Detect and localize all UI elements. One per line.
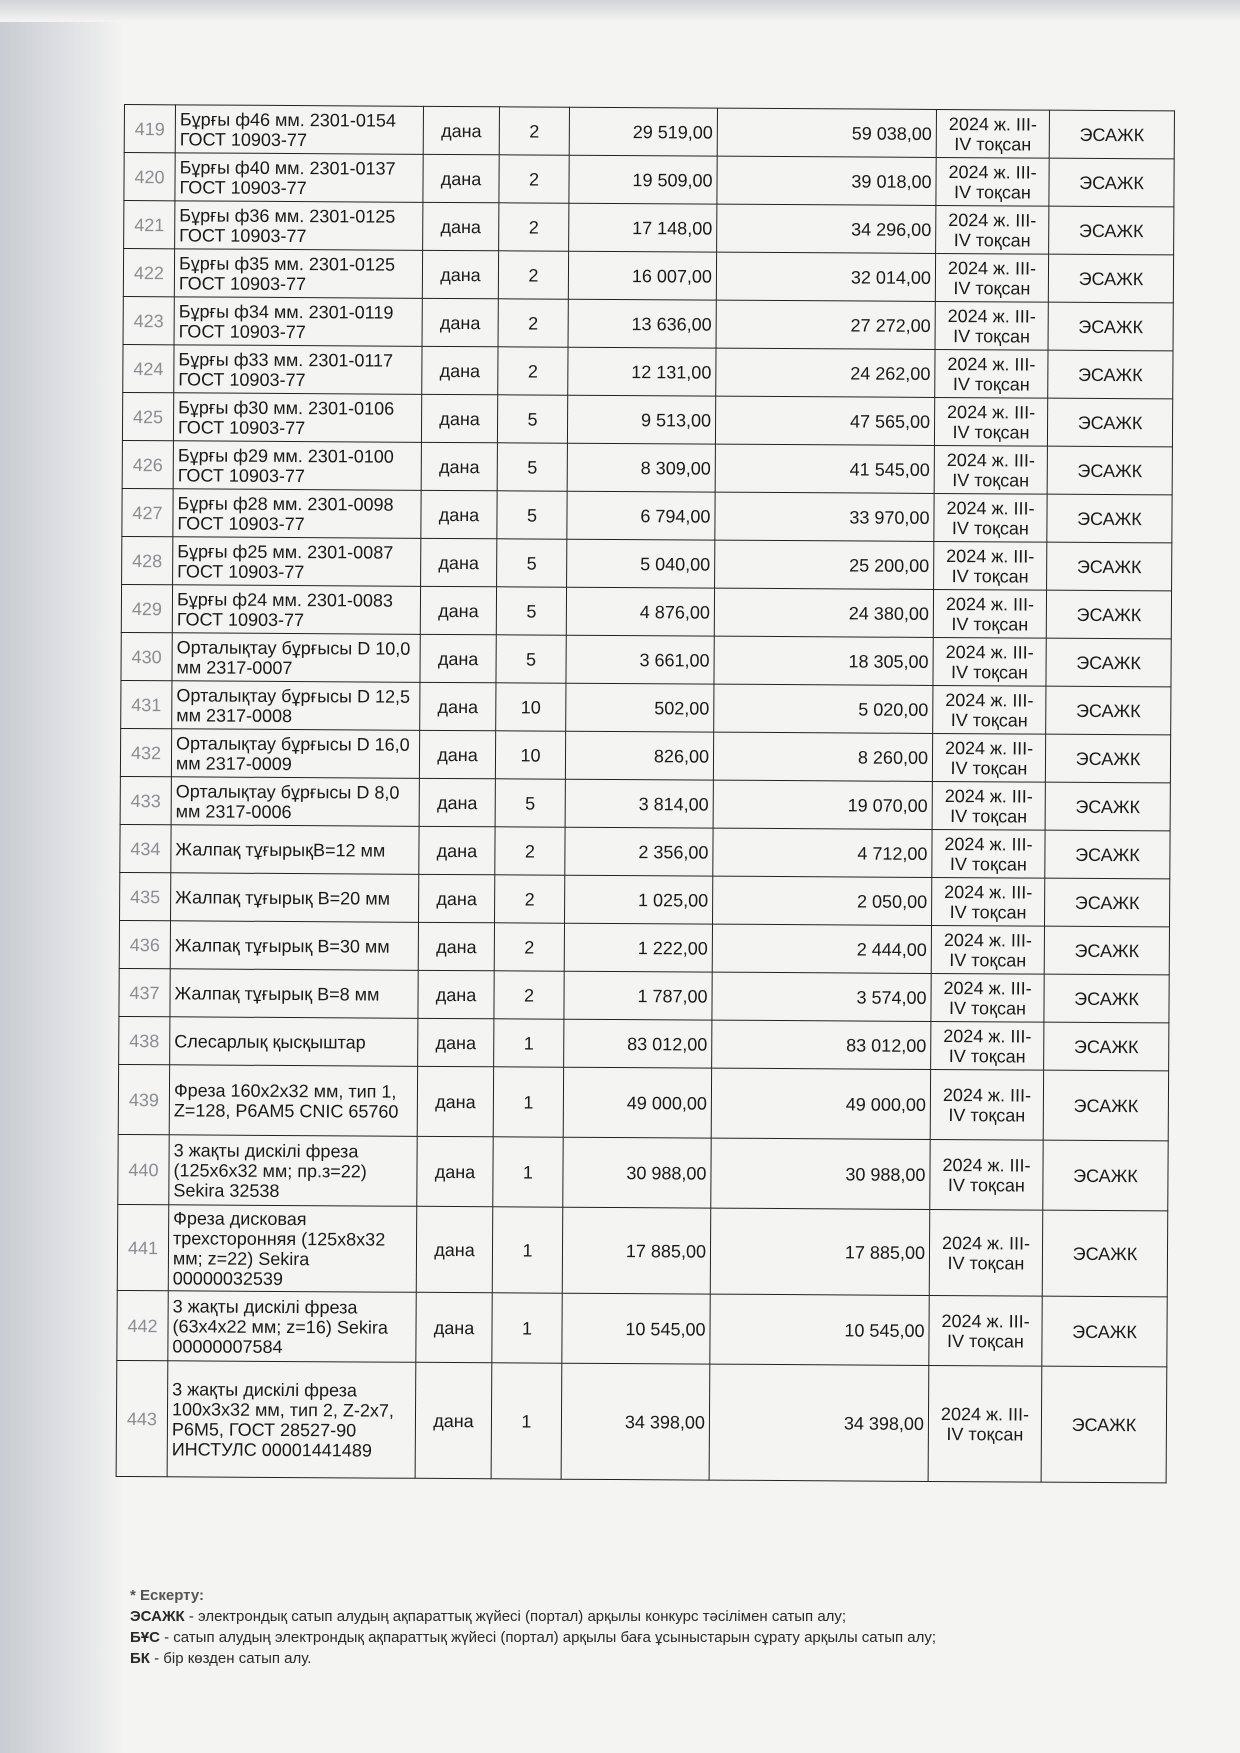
- table-row: [119, 920, 1169, 974]
- unit-cell: дана: [415, 1362, 492, 1478]
- unit-price-cell: 10 545,00: [562, 1293, 710, 1364]
- item-name-cell: Бұрғы ф25 мм. 2301-0087 ГОСТ 10903-77: [173, 537, 421, 587]
- table-row: [120, 776, 1170, 830]
- quantity-cell: 1: [491, 1363, 562, 1479]
- unit-cell: дана: [417, 1136, 493, 1206]
- quantity-cell: 2: [498, 251, 568, 299]
- quantity-cell: 5: [495, 779, 565, 827]
- table-row: [123, 344, 1173, 398]
- total-sum-cell: 17 885,00: [710, 1208, 930, 1295]
- quantity-cell: 2: [499, 155, 569, 203]
- period-cell: 2024 ж. III-IV тоқсан: [928, 1365, 1042, 1482]
- row-number-cell: 419: [124, 105, 175, 153]
- procurement-method-cell: ЭСАЖК: [1045, 782, 1170, 831]
- unit-cell: дана: [419, 778, 495, 826]
- period-cell: 2024 ж. III-IV тоқсан: [930, 1139, 1043, 1210]
- total-sum-cell: 32 014,00: [716, 252, 935, 301]
- quantity-cell: 1: [494, 1019, 564, 1067]
- period-cell: 2024 ж. III-IV тоқсан: [931, 973, 1044, 1022]
- period-cell: 2024 ж. III-IV тоқсан: [933, 589, 1046, 638]
- item-name-cell: Бұрғы ф35 мм. 2301-0125 ГОСТ 10903-77: [174, 249, 422, 299]
- procurement-method-cell: ЭСАЖК: [1045, 734, 1170, 783]
- unit-price-cell: 17 148,00: [569, 203, 717, 252]
- period-cell: 2024 ж. III-IV тоқсан: [933, 637, 1046, 686]
- procurement-method-cell: ЭСАЖК: [1044, 878, 1169, 927]
- unit-cell: дана: [420, 682, 496, 730]
- footnote-bus: [130, 1627, 1210, 1648]
- period-cell: 2024 ж. III-IV тоқсан: [934, 397, 1047, 446]
- procurement-method-cell: ЭСАЖК: [1046, 590, 1171, 639]
- item-name-cell: 3 жақты дискілі фреза 100х3х32 мм, тип 2, Z-2х7, Р6М5, ГОСТ 28527-90 ИНСТУЛС 00001441489: [167, 1361, 416, 1479]
- unit-cell: дана: [423, 154, 499, 202]
- total-sum-cell: 8 260,00: [713, 732, 932, 781]
- unit-price-cell: 16 007,00: [568, 251, 716, 300]
- row-number-cell: 431: [121, 680, 172, 728]
- quantity-cell: 2: [495, 875, 565, 923]
- procurement-method-cell: ЭСАЖК: [1042, 1210, 1168, 1297]
- quantity-cell: 2: [494, 923, 564, 971]
- row-number-cell: 427: [122, 488, 173, 536]
- row-number-cell: 423: [123, 296, 174, 344]
- total-sum-cell: 24 262,00: [716, 348, 935, 397]
- row-number-cell: 441: [117, 1204, 169, 1290]
- unit-price-cell: 1 787,00: [564, 971, 712, 1020]
- procurement-table-sheet: [124, 104, 1175, 1477]
- unit-cell: дана: [421, 394, 497, 442]
- item-name-cell: 3 жақты дискілі фреза (63х4х22 мм; z=16) Sekira 00000007584: [168, 1291, 416, 1363]
- table-row: [117, 1290, 1167, 1366]
- table-row: [121, 680, 1171, 734]
- procurement-method-cell: ЭСАЖК: [1048, 254, 1173, 303]
- unit-cell: дана: [420, 586, 496, 634]
- row-number-cell: 421: [124, 201, 175, 249]
- unit-cell: дана: [418, 1018, 494, 1066]
- period-cell: 2024 ж. III-IV тоқсан: [936, 157, 1049, 206]
- footnote-text: - бір көзден сатып алу.: [149, 1650, 312, 1667]
- unit-price-cell: 4 876,00: [566, 587, 714, 636]
- total-sum-cell: 33 970,00: [715, 492, 934, 541]
- scan-shadow-top: [0, 0, 1240, 22]
- period-cell: 2024 ж. III-IV тоқсан: [936, 109, 1049, 158]
- unit-cell: дана: [419, 826, 495, 874]
- period-cell: 2024 ж. III-IV тоқсан: [931, 925, 1044, 974]
- unit-price-cell: 49 000,00: [563, 1067, 711, 1138]
- quantity-cell: 5: [497, 443, 567, 491]
- period-cell: 2024 ж. III-IV тоқсан: [934, 445, 1047, 494]
- table-row: [123, 249, 1173, 303]
- unit-cell: дана: [419, 730, 495, 778]
- procurement-method-cell: ЭСАЖК: [1047, 446, 1172, 495]
- unit-price-cell: 19 509,00: [569, 155, 717, 204]
- item-name-cell: Бұрғы ф36 мм. 2301-0125 ГОСТ 10903-77: [175, 201, 423, 251]
- row-number-cell: 435: [120, 872, 171, 920]
- row-number-cell: 443: [116, 1360, 168, 1476]
- item-name-cell: 3 жақты дискілі фреза (125х6х32 мм; пр.з=22) Sekira 32538: [169, 1135, 417, 1207]
- table-row: [119, 1016, 1169, 1070]
- procurement-method-cell: ЭСАЖК: [1042, 1296, 1167, 1367]
- procurement-method-cell: ЭСАЖК: [1045, 830, 1170, 879]
- table-row: [124, 153, 1174, 207]
- row-number-cell: 438: [119, 1016, 170, 1064]
- unit-price-cell: 826,00: [565, 731, 713, 780]
- procurement-method-cell: ЭСАЖК: [1044, 974, 1169, 1023]
- footnote-abbr: БҰС: [130, 1629, 160, 1646]
- unit-price-cell: 8 309,00: [567, 443, 715, 492]
- total-sum-cell: 34 296,00: [717, 204, 936, 253]
- unit-price-cell: 1 222,00: [564, 923, 712, 972]
- procurement-method-cell: ЭСАЖК: [1047, 398, 1172, 447]
- row-number-cell: 432: [120, 728, 171, 776]
- quantity-cell: 5: [497, 491, 567, 539]
- unit-price-cell: 34 398,00: [561, 1363, 710, 1480]
- unit-cell: дана: [422, 250, 498, 298]
- unit-cell: дана: [421, 442, 497, 490]
- row-number-cell: 430: [121, 632, 172, 680]
- quantity-cell: 10: [496, 683, 566, 731]
- period-cell: 2024 ж. III-IV тоқсан: [931, 1021, 1044, 1070]
- footnote-esazhk: [130, 1606, 1210, 1627]
- total-sum-cell: 34 398,00: [709, 1364, 929, 1481]
- procurement-method-cell: ЭСАЖК: [1047, 494, 1172, 543]
- unit-price-cell: 6 794,00: [567, 491, 715, 540]
- row-number-cell: 437: [119, 968, 170, 1016]
- unit-price-cell: 9 513,00: [567, 395, 715, 444]
- item-name-cell: Жалпақ тұғырық B=8 мм: [170, 969, 418, 1019]
- scan-shadow-edge: [0, 0, 124, 1753]
- table-row: [122, 488, 1172, 542]
- row-number-cell: 436: [119, 920, 170, 968]
- quantity-cell: 2: [499, 107, 569, 155]
- row-number-cell: 428: [122, 536, 173, 584]
- total-sum-cell: 25 200,00: [715, 540, 934, 589]
- period-cell: 2024 ж. III-IV тоқсан: [933, 685, 1046, 734]
- item-name-cell: Жалпақ тұғырық B=30 мм: [170, 921, 418, 971]
- procurement-method-cell: ЭСАЖК: [1048, 302, 1173, 351]
- item-name-cell: Бұрғы ф46 мм. 2301-0154 ГОСТ 10903-77: [175, 105, 423, 155]
- item-name-cell: Жалпақ тұғырықB=12 мм: [171, 825, 419, 875]
- footnote-title: * Ескерту:: [130, 1587, 205, 1604]
- item-name-cell: Орталықтау бұрғысы D 10,0 мм 2317-0007: [172, 633, 420, 683]
- procurement-method-cell: ЭСАЖК: [1044, 926, 1169, 975]
- unit-cell: дана: [416, 1206, 493, 1292]
- unit-cell: дана: [416, 1292, 492, 1362]
- quantity-cell: 1: [492, 1207, 563, 1293]
- row-number-cell: 420: [124, 153, 175, 201]
- unit-price-cell: 30 988,00: [563, 1137, 711, 1208]
- total-sum-cell: 19 070,00: [713, 780, 932, 829]
- row-number-cell: 424: [123, 344, 174, 392]
- quantity-cell: 10: [495, 731, 565, 779]
- item-name-cell: Слесарлық қысқыштар: [170, 1017, 418, 1067]
- unit-price-cell: 12 131,00: [568, 347, 716, 396]
- item-name-cell: Бұрғы ф24 мм. 2301-0083 ГОСТ 10903-77: [172, 585, 420, 635]
- row-number-cell: 422: [123, 249, 174, 297]
- procurement-method-cell: ЭСАЖК: [1044, 1022, 1169, 1071]
- table-row: [124, 105, 1174, 159]
- table-row: [122, 392, 1172, 446]
- unit-cell: дана: [418, 922, 494, 970]
- period-cell: 2024 ж. III-IV тоқсан: [932, 733, 1045, 782]
- period-cell: 2024 ж. III-IV тоқсан: [934, 541, 1047, 590]
- table-row: [116, 1360, 1167, 1482]
- period-cell: 2024 ж. III-IV тоқсан: [932, 829, 1045, 878]
- period-cell: 2024 ж. III-IV тоқсан: [930, 1069, 1043, 1140]
- quantity-cell: 2: [498, 299, 568, 347]
- row-number-cell: 434: [120, 824, 171, 872]
- table-row: [121, 584, 1171, 638]
- item-name-cell: Фреза дисковая трехсторонняя (125х8х32 мм; z=22) Sekira 00000032539: [168, 1205, 417, 1293]
- quantity-cell: 5: [497, 395, 567, 443]
- item-name-cell: Фреза 160х2х32 мм, тип 1, Z=128, Р6АМ5 CNIC 65760: [169, 1065, 417, 1137]
- total-sum-cell: 27 272,00: [716, 300, 935, 349]
- footnote-text: - электрондық сатып алудың ақпараттық жүйесі (портал) арқылы конкурс тәсілімен сатып алу;: [184, 1608, 847, 1625]
- quantity-cell: 2: [495, 827, 565, 875]
- total-sum-cell: 83 012,00: [712, 1020, 931, 1069]
- unit-price-cell: 5 040,00: [567, 539, 715, 588]
- quantity-cell: 1: [493, 1137, 563, 1207]
- procurement-method-cell: ЭСАЖК: [1047, 542, 1172, 591]
- row-number-cell: 433: [120, 776, 171, 824]
- total-sum-cell: 3 574,00: [712, 972, 931, 1021]
- footnote-abbr: БК: [130, 1650, 150, 1667]
- table-row: [124, 201, 1174, 255]
- item-name-cell: Бұрғы ф33 мм. 2301-0117 ГОСТ 10903-77: [174, 345, 422, 395]
- quantity-cell: 2: [498, 347, 568, 395]
- total-sum-cell: 39 018,00: [717, 156, 936, 205]
- unit-cell: дана: [421, 490, 497, 538]
- procurement-method-cell: ЭСАЖК: [1041, 1366, 1167, 1483]
- quantity-cell: 5: [496, 587, 566, 635]
- unit-cell: дана: [421, 538, 497, 586]
- total-sum-cell: 59 038,00: [717, 108, 936, 157]
- procurement-method-cell: ЭСАЖК: [1049, 206, 1174, 255]
- procurement-method-cell: ЭСАЖК: [1048, 350, 1173, 399]
- unit-price-cell: 3 661,00: [566, 635, 714, 684]
- total-sum-cell: 10 545,00: [710, 1294, 929, 1365]
- item-name-cell: Жалпақ тұғырық B=20 мм: [171, 873, 419, 923]
- period-cell: 2024 ж. III-IV тоқсан: [931, 877, 1044, 926]
- quantity-cell: 5: [497, 539, 567, 587]
- quantity-cell: 1: [493, 1067, 563, 1137]
- procurement-method-cell: ЭСАЖК: [1046, 686, 1171, 735]
- item-name-cell: Бұрғы ф30 мм. 2301-0106 ГОСТ 10903-77: [173, 393, 421, 443]
- unit-price-cell: 502,00: [566, 683, 714, 732]
- unit-price-cell: 17 885,00: [562, 1207, 711, 1294]
- total-sum-cell: 2 444,00: [712, 924, 931, 973]
- row-number-cell: 425: [122, 392, 173, 440]
- unit-price-cell: 1 025,00: [565, 875, 713, 924]
- unit-price-cell: 29 519,00: [569, 107, 717, 156]
- table-row: [123, 296, 1173, 350]
- period-cell: 2024 ж. III-IV тоқсан: [935, 253, 1048, 302]
- total-sum-cell: 24 380,00: [714, 588, 933, 637]
- table-row: [119, 968, 1169, 1022]
- total-sum-cell: 18 305,00: [714, 636, 933, 685]
- total-sum-cell: 47 565,00: [715, 396, 934, 445]
- total-sum-cell: 49 000,00: [711, 1068, 930, 1139]
- quantity-cell: 2: [499, 203, 569, 251]
- period-cell: 2024 ж. III-IV тоқсан: [929, 1295, 1042, 1366]
- row-number-cell: 429: [121, 584, 172, 632]
- total-sum-cell: 4 712,00: [713, 828, 932, 877]
- item-name-cell: Орталықтау бұрғысы D 8,0 мм 2317-0006: [171, 777, 419, 827]
- unit-cell: дана: [418, 970, 494, 1018]
- unit-price-cell: 2 356,00: [565, 827, 713, 876]
- unit-price-cell: 83 012,00: [564, 1019, 712, 1068]
- row-number-cell: 426: [122, 440, 173, 488]
- quantity-cell: 2: [494, 971, 564, 1019]
- quantity-cell: 1: [492, 1293, 562, 1363]
- procurement-method-cell: ЭСАЖК: [1049, 158, 1174, 207]
- item-name-cell: Бұрғы ф29 мм. 2301-0100 ГОСТ 10903-77: [173, 441, 421, 491]
- procurement-method-cell: ЭСАЖК: [1049, 110, 1174, 159]
- table-row: [122, 536, 1172, 590]
- period-cell: 2024 ж. III-IV тоқсан: [935, 301, 1048, 350]
- item-name-cell: Бұрғы ф34 мм. 2301-0119 ГОСТ 10903-77: [174, 297, 422, 347]
- total-sum-cell: 41 545,00: [715, 444, 934, 493]
- unit-cell: дана: [423, 202, 499, 250]
- period-cell: 2024 ж. III-IV тоқсан: [936, 205, 1049, 254]
- footnote-bk: [130, 1648, 1210, 1669]
- total-sum-cell: 5 020,00: [714, 684, 933, 733]
- unit-cell: дана: [419, 874, 495, 922]
- table-row: [118, 1064, 1168, 1140]
- item-name-cell: Бұрғы ф40 мм. 2301-0137 ГОСТ 10903-77: [175, 153, 423, 203]
- table-row: [120, 872, 1170, 926]
- unit-price-cell: 3 814,00: [565, 779, 713, 828]
- row-number-cell: 440: [118, 1134, 169, 1204]
- row-number-cell: 442: [117, 1290, 168, 1360]
- procurement-method-cell: ЭСАЖК: [1043, 1140, 1168, 1211]
- unit-cell: дана: [422, 298, 498, 346]
- unit-price-cell: 13 636,00: [568, 299, 716, 348]
- table-body: [116, 105, 1174, 1483]
- total-sum-cell: 30 988,00: [711, 1138, 930, 1209]
- total-sum-cell: 2 050,00: [713, 876, 932, 925]
- table-row: [122, 440, 1172, 494]
- quantity-cell: 5: [496, 635, 566, 683]
- procurement-method-cell: ЭСАЖК: [1043, 1070, 1168, 1141]
- table-row: [118, 1134, 1168, 1210]
- item-name-cell: Орталықтау бұрғысы D 16,0 мм 2317-0009: [171, 729, 419, 779]
- period-cell: 2024 ж. III-IV тоқсан: [929, 1209, 1043, 1296]
- footnotes: [130, 1585, 1210, 1669]
- procurement-table: [116, 104, 1175, 1483]
- unit-cell: дана: [422, 346, 498, 394]
- table-row: [121, 632, 1171, 686]
- row-number-cell: 439: [118, 1064, 169, 1134]
- unit-cell: дана: [420, 634, 496, 682]
- period-cell: 2024 ж. III-IV тоқсан: [934, 493, 1047, 542]
- period-cell: 2024 ж. III-IV тоқсан: [932, 781, 1045, 830]
- table-row: [117, 1204, 1168, 1296]
- item-name-cell: Орталықтау бұрғысы D 12,5 мм 2317-0008: [172, 681, 420, 731]
- period-cell: 2024 ж. III-IV тоқсан: [935, 349, 1048, 398]
- table-row: [120, 728, 1170, 782]
- footnote-abbr: ЭСАЖК: [130, 1608, 185, 1625]
- unit-cell: дана: [417, 1066, 493, 1136]
- item-name-cell: Бұрғы ф28 мм. 2301-0098 ГОСТ 10903-77: [173, 489, 421, 539]
- footnote-text: - сатып алудың электрондық ақпараттық жүйесі (портал) арқылы баға ұсыныстарын сұрату арқылы сатып алу;: [159, 1629, 937, 1646]
- procurement-method-cell: ЭСАЖК: [1046, 638, 1171, 687]
- unit-cell: дана: [423, 106, 499, 154]
- table-row: [120, 824, 1170, 878]
